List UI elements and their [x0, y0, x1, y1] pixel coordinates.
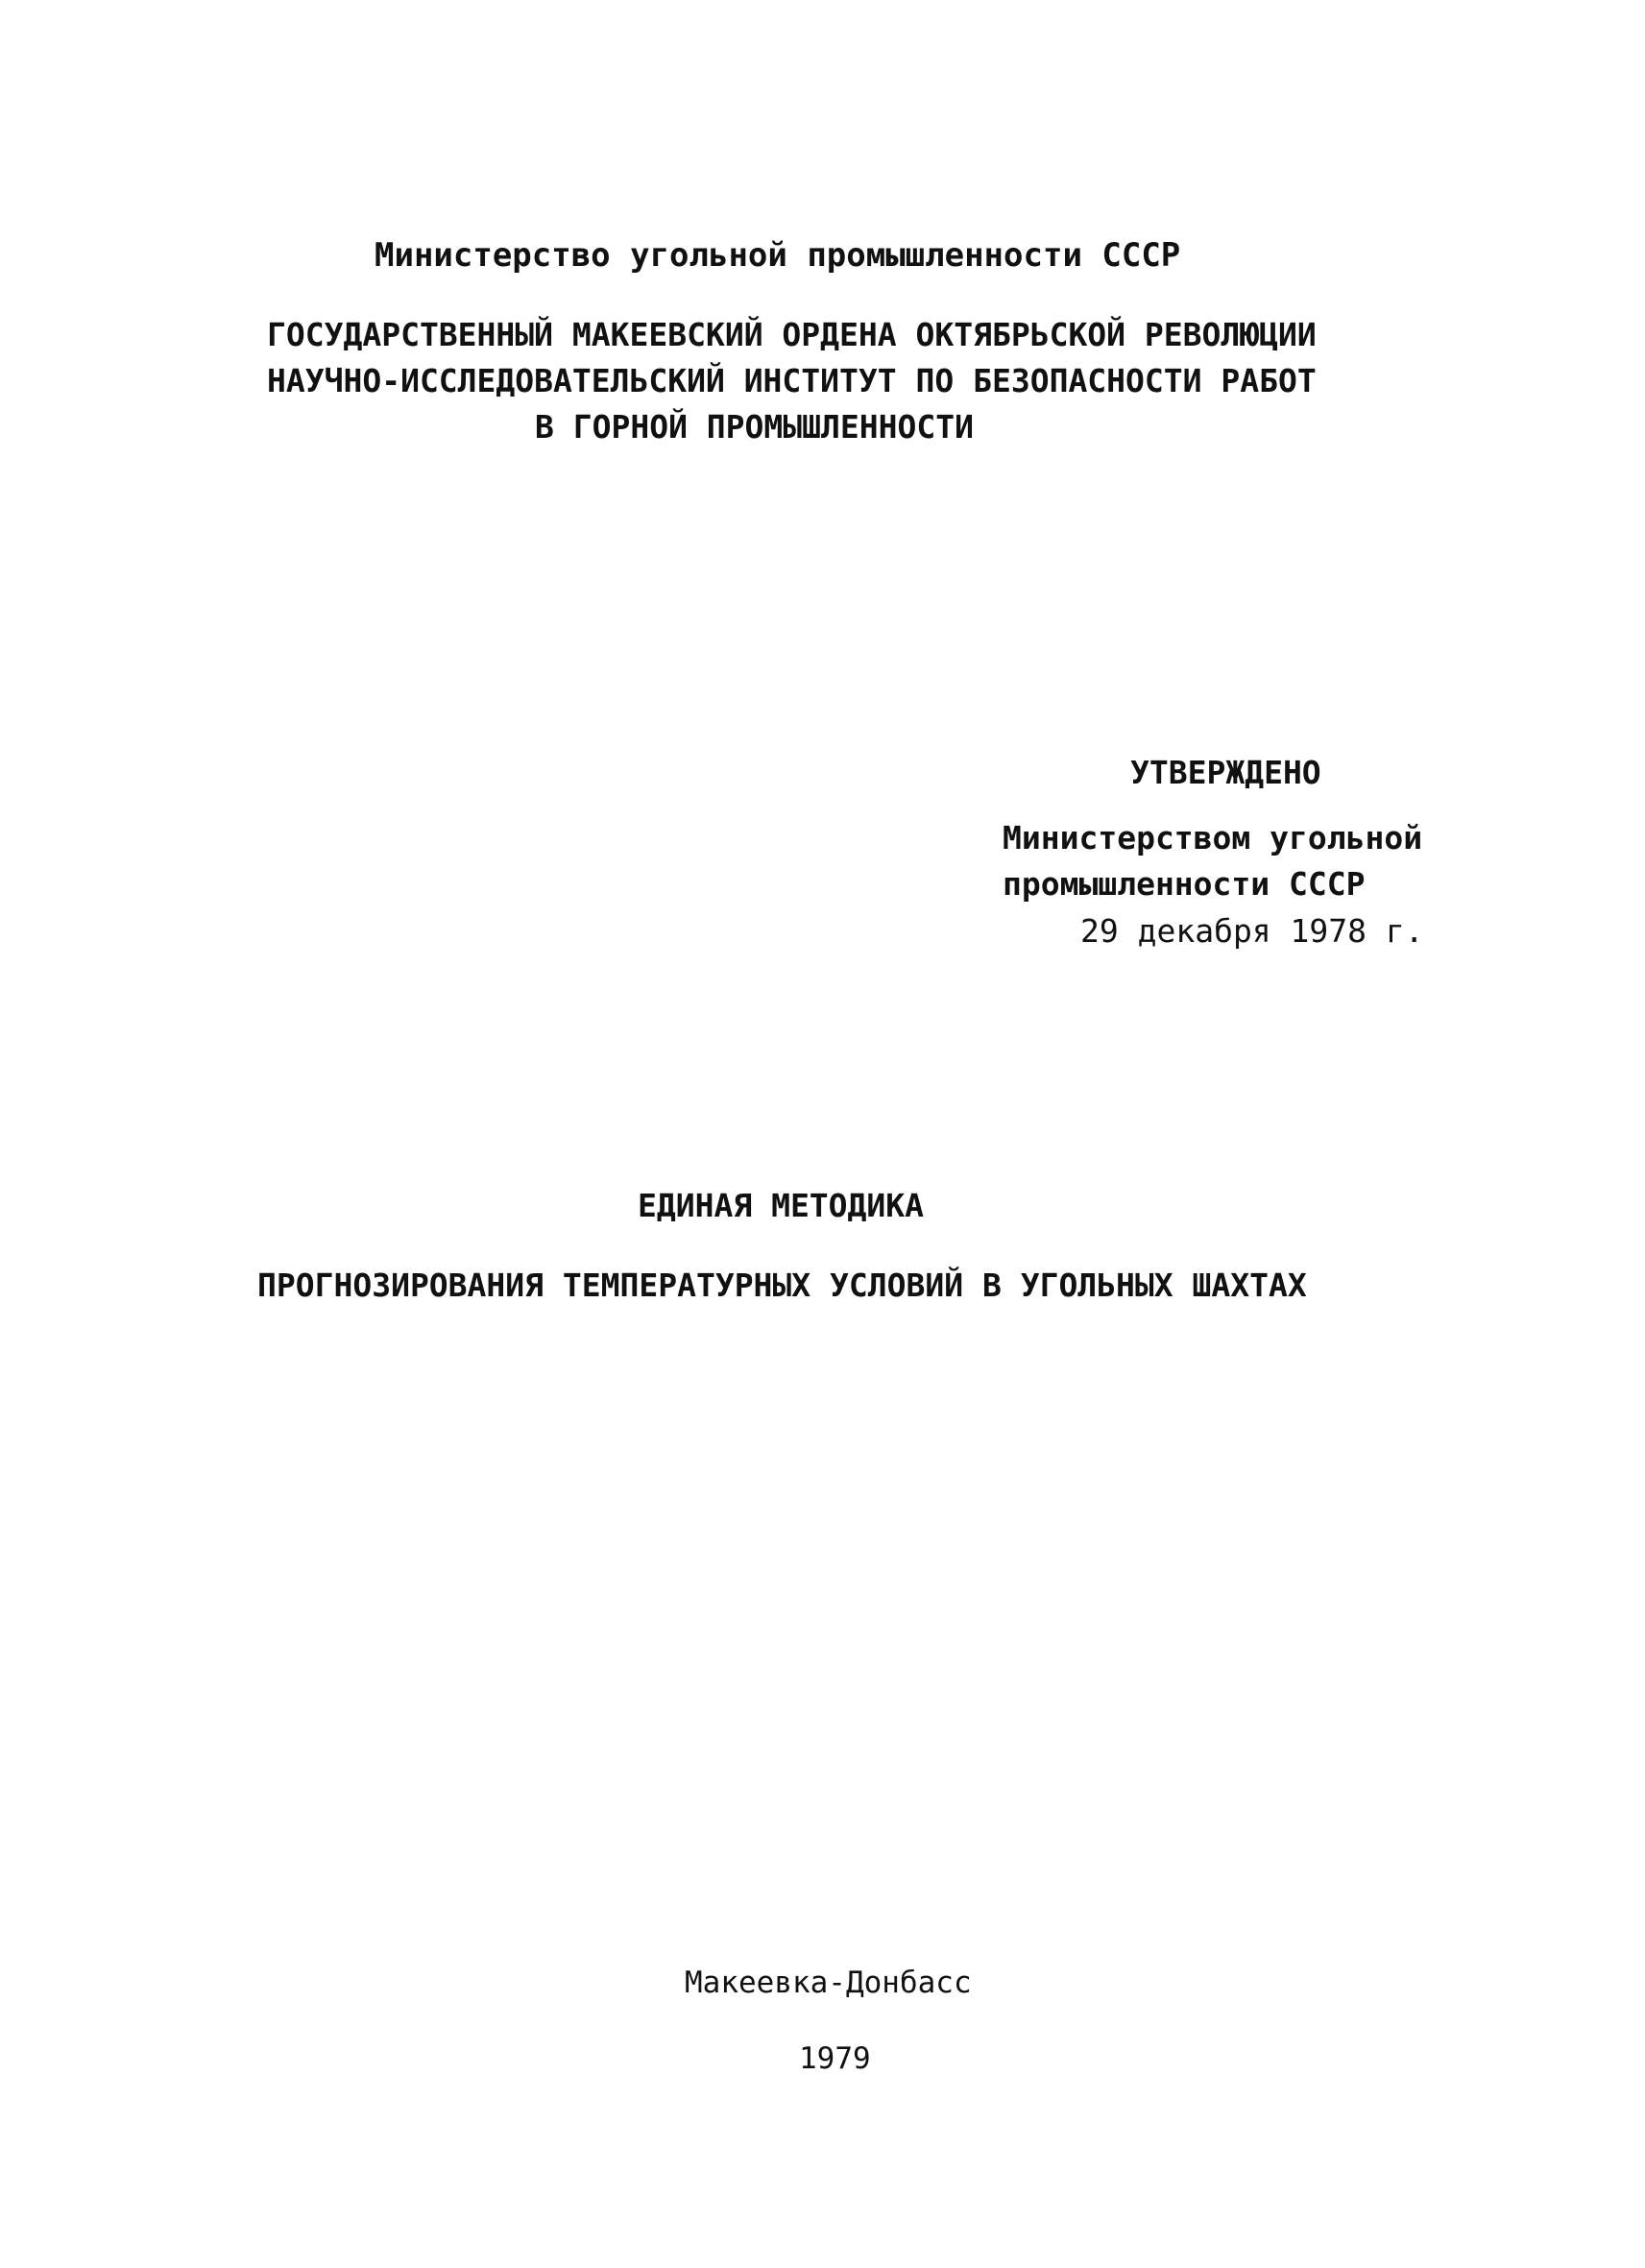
institute-line: В ГОРНОЙ ПРОМЫШЛЕННОСТИ — [535, 408, 974, 446]
document-title: ЕДИНАЯ МЕТОДИКА — [638, 1187, 925, 1224]
publication-year: 1979 — [799, 2041, 871, 2076]
institute-line: ГОСУДАРСТВЕННЫЙ МАКЕЕВСКИЙ ОРДЕНА ОКТЯБРЬСКОЙ РЕВОЛЮЦИИ — [267, 316, 1317, 353]
approval-line: Министерством угольной — [1003, 819, 1423, 857]
approval-title: УТВЕРЖДЕНО — [1130, 754, 1321, 791]
document-subtitle: ПРОГНОЗИРОВАНИЯ ТЕМПЕРАТУРНЫХ УСЛОВИЙ В УГОЛЬНЫХ ШАХТАХ — [257, 1267, 1307, 1304]
institute-line: НАУЧНО-ИССЛЕДОВАТЕЛЬСКИЙ ИНСТИТУТ ПО БЕЗОПАСНОСТИ РАБОТ — [267, 362, 1317, 399]
ministry-name: Министерство угольной промышленности СССР — [375, 236, 1181, 275]
publication-place: Макеевка-Донбасс — [685, 1966, 972, 2000]
approval-date: 29 декабря 1978 г. — [1080, 912, 1424, 950]
approval-line: промышленности СССР — [1003, 865, 1366, 903]
